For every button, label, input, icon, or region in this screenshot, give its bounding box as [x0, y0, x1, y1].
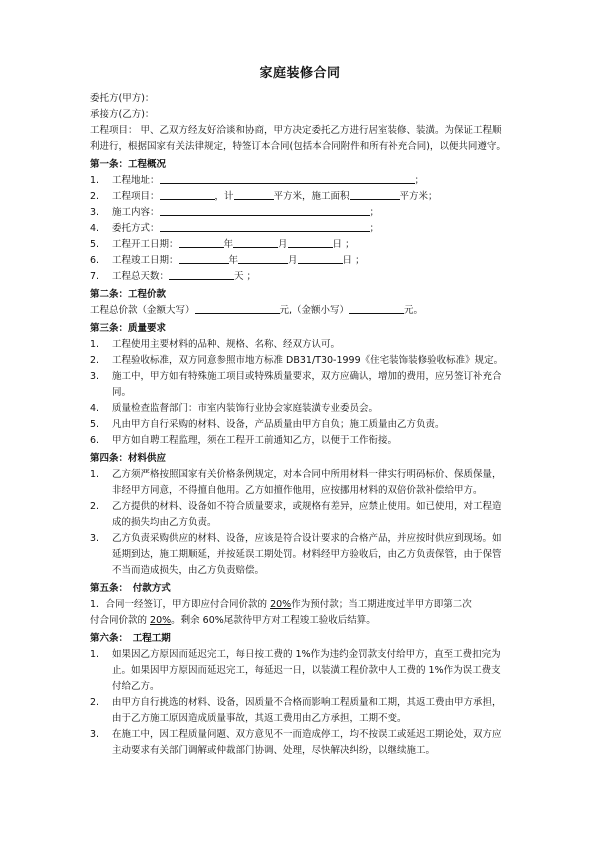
item-number: 1. — [90, 339, 100, 350]
section-4-item — [90, 531, 510, 579]
section-1-item-5 — [90, 237, 510, 253]
blank-end-month — [238, 253, 288, 264]
field-days: 天 ； — [234, 271, 257, 282]
field-unit: 平方米； — [399, 191, 438, 202]
item-number: 1. — [90, 175, 100, 186]
field-day: 日 ； — [342, 255, 365, 266]
contract-content — [90, 62, 510, 759]
section-3-item — [90, 433, 510, 449]
field-label-address: 工程地址： — [112, 175, 160, 186]
field-label-content: 施工内容： — [112, 207, 160, 218]
item-text: 如果因乙方原因而延迟完工，每日按工费的 1%作为违约金罚款支付给甲方，直至工费扣完为止。如果因甲方原因而延迟完工，每延迟一日，以装潢工程价款中人工费的 1%作为误工费支付给乙方。 — [112, 649, 501, 692]
blank-start-month — [233, 237, 278, 248]
field-year: 年 — [223, 239, 234, 250]
item-number: 6. — [90, 435, 100, 446]
item-number: 3. — [90, 207, 100, 218]
field-label-total: ，计 — [214, 191, 234, 202]
payment-text: 1．合同一经签订，甲方即应付合同价款的 — [90, 599, 271, 610]
item-number: 5. — [90, 239, 100, 250]
field-label-method: 委托方式： — [112, 223, 160, 234]
payment-text: 作为预付款；当工期进度过半甲方即第二次 — [291, 599, 472, 610]
item-number: 1. — [90, 469, 100, 480]
field-label-start-date: 工程开工日期： — [112, 239, 179, 250]
item-text: 施工中，甲方如有特殊施工项目或特殊质量要求，双方应确认，增加的费用，应另签订补充合同。 — [112, 371, 502, 398]
section-3-item — [90, 369, 510, 401]
item-number: 6. — [90, 255, 100, 266]
payment-percent: 20% — [270, 599, 292, 610]
section-3-heading: 第三条：质量要求 — [90, 323, 167, 334]
item-number: 5. — [90, 419, 100, 430]
item-number: 3. — [90, 533, 100, 544]
blank-end-day — [298, 253, 343, 264]
item-text: 乙方提供的材料、设备如不符合质量要求，或规格有差异，应禁止使用。如已使用，对工程造成的损失均由乙方负责。 — [112, 501, 502, 528]
blank-project — [160, 189, 215, 200]
item-number: 2. — [90, 191, 100, 202]
field-end: ； — [414, 175, 425, 186]
intro-paragraph: 工程项目： 甲、乙双方经友好洽谈和协商，甲方决定委托乙方进行居室装修、装潢。为保证工程顺利进行，根据国家有关法律规定，特签订本合同(包括本合同附件和所有补充合同)，以便共同遵守。 — [90, 125, 506, 152]
section-1-item-3 — [90, 205, 510, 221]
section-1-item-7 — [90, 269, 510, 285]
section-3-item — [90, 417, 510, 433]
contractor-party-label: 承接方(乙方)： — [90, 109, 155, 120]
item-number: 3. — [90, 729, 100, 740]
item-number: 2. — [90, 355, 100, 366]
field-label-construction-area: 平方米，施工面积 — [273, 191, 350, 202]
blank-end-year — [179, 253, 229, 264]
field-month: 月 — [278, 239, 288, 250]
field-label-total-days: 工程总天数： — [112, 271, 170, 282]
field-end: ； — [369, 223, 380, 234]
blank-price-upper — [195, 303, 280, 314]
item-number: 1. — [90, 649, 100, 660]
item-text: 在施工中，因工程质量问题、双方意见不一而造成停工，均不按误工或延迟工期论处，双方应主动要求有关部门调解或仲裁部门协调、处理，尽快解决纠纷，以继续施工。 — [112, 729, 502, 756]
blank-total-area — [234, 189, 274, 200]
section-1-heading: 第一条：工程概况 — [90, 159, 167, 170]
section-3-item — [90, 353, 510, 369]
item-text: 凡由甲方自行采购的材料、设备，产品质量由甲方自负；施工质量由乙方负责。 — [112, 419, 445, 430]
section-1-item-6 — [90, 253, 510, 269]
field-end: ； — [369, 207, 380, 218]
item-number: 3. — [90, 371, 100, 382]
field-day: 日 ； — [332, 239, 355, 250]
payment-percent: 20% — [150, 615, 172, 626]
field-month: 月 — [288, 255, 298, 266]
item-number: 7. — [90, 271, 100, 282]
blank-content — [160, 205, 370, 216]
section-4-item — [90, 499, 510, 531]
section-6-item — [90, 727, 510, 759]
page-title: 家庭装修合同 — [259, 66, 341, 81]
price-label-upper: 工程总价款（金额大写） — [90, 305, 195, 316]
price-unit: 元。 — [404, 305, 424, 316]
item-text: 工程验收标准，双方同意参照市地方标准 DB31/T30-1999《住宅装饰装修验收标准》规定。 — [112, 355, 504, 366]
section-2-heading: 第二条：工程价款 — [90, 289, 167, 300]
blank-start-year — [179, 237, 224, 248]
section-1-item-2 — [90, 189, 510, 205]
client-party-label: 委托方(甲方)： — [90, 93, 155, 104]
section-4-item — [90, 467, 510, 499]
field-label-end-date: 工程竣工日期： — [112, 255, 179, 266]
item-text: 质量检查监督部门：市室内装饰行业协会家庭装潢专业委员会。 — [112, 403, 379, 414]
item-number: 2. — [90, 501, 100, 512]
blank-price-lower — [349, 303, 404, 314]
item-number: 2. — [90, 697, 100, 708]
payment-text: 付合同价款的 — [90, 615, 151, 626]
item-text: 由甲方自行挑选的材料、设备，因质量不合格而影响工程质量和工期，其返工费由甲方承担，由于乙方施工原因造成质量事故，其返工费用由乙方承担，工期不变。 — [112, 697, 502, 724]
blank-total-days — [169, 269, 234, 280]
payment-text: 。剩余 60%尾款待甲方对工程竣工验收后结算。 — [171, 615, 376, 626]
section-4-heading: 第四条：材料供应 — [90, 453, 167, 464]
section-3-item — [90, 401, 510, 417]
section-6-item — [90, 695, 510, 727]
section-1-item-4 — [90, 221, 510, 237]
item-text: 工程使用主要材料的品种、规格、名称、经双方认可。 — [112, 339, 341, 350]
section-6-heading: 第六条： 工程工期 — [90, 633, 171, 644]
section-1-item-1 — [90, 173, 510, 189]
section-3-item — [90, 337, 510, 353]
section-5-heading: 第五条： 付款方式 — [90, 583, 171, 594]
payment-line-2 — [90, 613, 510, 629]
payment-line-1 — [90, 597, 510, 613]
blank-method — [160, 221, 370, 232]
blank-construction-area — [350, 189, 400, 200]
blank-address — [160, 173, 415, 184]
item-number: 4. — [90, 223, 100, 234]
price-label-lower: 元,（金额小写） — [279, 305, 350, 316]
field-label-project: 工程项目： — [112, 191, 160, 202]
item-text: 乙方负责采购供应的材料、设备，应该是符合设计要求的合格产品，并应按时供应到现场。如延期到达，施工期顺延，并按延误工期处罚。材料经甲方验收后，由乙方负责保管，由于保管不当而造成损失，由乙方负责赔偿。 — [112, 533, 502, 576]
item-text: 乙方须严格按照国家有关价格条例规定，对本合同中所用材料一律实行明码标价、保质保量，非经甲方同意，不得擅自他用。乙方如擅作他用，应按挪用材料的双倍价款补偿给甲方。 — [112, 469, 502, 496]
item-number: 4. — [90, 403, 100, 414]
section-6-item — [90, 647, 510, 695]
price-line — [90, 303, 510, 319]
blank-start-day — [288, 237, 333, 248]
item-text: 甲方如自聘工程监理，须在工程开工前通知乙方，以便于工作衔接。 — [112, 435, 398, 446]
field-year: 年 — [228, 255, 239, 266]
